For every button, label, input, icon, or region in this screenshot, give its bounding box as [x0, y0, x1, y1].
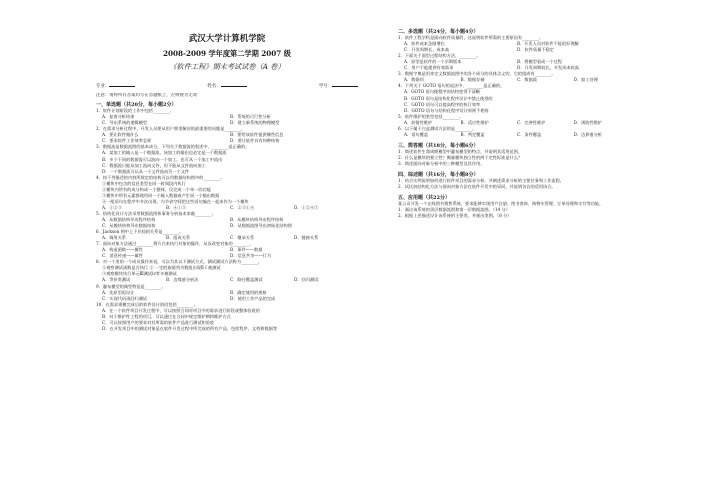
question-option: A．GOTO 语句使程序的结构变得不清晰	[404, 89, 480, 95]
question-text: 1．简述软件生命周期模型中瀑布模型的特点，并说明其适用范围。	[398, 148, 523, 154]
question-text: 1．画出该系统的顶层数据流图和第一层数据流图。（14 分）	[398, 207, 510, 213]
question-option: D．在开发项目中的测试对象是在软件开发过程中所完成的所有产品，包括程序、文档和数据等	[102, 325, 278, 331]
question-options: C．实现代码再回归测试 D．使用工作产品的完成	[102, 295, 276, 301]
question-text: 3．数据字典是用来定义数据流图中的各个成分的具体含义的，它的组成有________。	[398, 71, 556, 77]
section-essay: 四、综述题（共16分，每小题8分）	[398, 172, 479, 179]
section-short-answer: 三、简答题（共18分，每小题6分）	[398, 142, 479, 149]
question-text: 8．对一个类的一个成员操作来说，可以为其以下测试方式，测试测试方法称为________。	[96, 259, 262, 265]
question-options: A．纠错性维护 B．适应性维护 C．完善性维护 D．预防性维护	[404, 119, 602, 125]
question-options: A．软件成本急剧增长 B．开发人员对软件不能很好理解	[404, 41, 579, 47]
question-text: 5．软件维护的类型包括________。	[398, 113, 464, 119]
question-options: A．从数据结构导出程序结构 B．从模块结构导出程序结构	[102, 216, 284, 222]
question-option: ④一组语句在程序中多次出现，为节省空间把这些语句编在一起来作为一个模块	[102, 198, 249, 204]
question-option: A．某加工的输入是一个数据流，该加工的输出也必定是一个数据流	[102, 150, 227, 156]
question-text: 5．结构化设计方法采用数据流图和事务分析技术来做________。	[96, 210, 216, 216]
question-option: C．数据流只能从加工流向文件，但不能从文件流向加工	[102, 162, 206, 168]
question-option: D．一个数据流可以从一个文件流向另一个文件	[102, 168, 190, 174]
question-options: C．用户不能提供有效需求 D．开发周期较长，开发成本较高	[404, 65, 579, 71]
question-text: 2．试比较结构化方法与面向对象方法在软件开发中的异同，并说明各自的适用场合。	[398, 184, 556, 190]
question-options: A．①②③ B．④①③ C．②③①④ D．①②④③	[102, 204, 319, 210]
question-options: C．开发周期长、成本高 D．软件质量不稳定	[404, 47, 554, 53]
question-options: A．要让软件做什么 B．要给该软件提供哪些信息	[102, 132, 284, 138]
section-single-choice: 一、单选题（共20分，每小题2分）	[96, 102, 177, 109]
question-text: 6．以下属于白盒测试方法的是________。	[398, 125, 477, 131]
term-line: 2008-2009 学年度第二学期 2007 级	[162, 49, 291, 58]
question-text: 7．面向对象方法通过________将方式来执行对象的操作，从而改变对象的________。	[96, 241, 254, 247]
question-options: A．构造函数——属性 B．事件——数据	[102, 247, 263, 253]
left-column	[96, 0, 358, 332]
question-option: C．GOTO 语句可以提高程序的执行效率	[404, 101, 481, 107]
exam-notice: 注意：请将所有答案均写在答题纸上，否则视为无效	[96, 93, 197, 99]
question-options: C．从模块结构导出数据结构 D．从数据流图导出初始化结构图	[102, 223, 292, 229]
question-option: B．多个不同的数据流可以流向一个加工，也可从一个加工中流出	[102, 156, 223, 162]
id-field: 学号：	[319, 82, 358, 90]
question-option: ②模块内所有的成分构成一个整体，仅完成一个单一的功能	[102, 186, 211, 192]
question-options: C．消息传递——属性 D．信息共享——行为	[102, 253, 272, 259]
exam-title: 《软件工程》期末考试试卷（A 卷）	[169, 62, 285, 71]
question-options: A．原型是软件的一个早期版本 B．将模型看成一个过程	[404, 59, 562, 65]
question-text: 2．在需求分析过程中，开发人员要从用户那里解决的最重要的问题是________。	[96, 126, 246, 132]
question-option: ③模块中所有元素都使用同一个输入数据或产生同一个输出数据	[102, 192, 220, 198]
right-column	[398, 26, 630, 219]
question-options: A．数据项 B．数据存储 C．数据流 D．加工处理	[404, 77, 598, 83]
question-text: 2．什么是模块的独立性？衡量模块独立性的两个定性标准是什么？	[398, 154, 523, 160]
question-options: A．先原型再设计 B．确定使用的规格	[102, 289, 267, 295]
question-options: A．复查分析结果 B．系统的可行性分析	[102, 114, 271, 120]
question-options: A．语句覆盖 B．判定覆盖 C．条件覆盖 D．边界值分析	[404, 131, 602, 137]
question-text: 3．数据流是数据流图的基本成分，下列关于数据流的叙述中，________是正确的。	[96, 144, 250, 150]
question-text: 2．根据上述描述设计该系统的主要类，并画出类图。（8 分）	[398, 213, 512, 219]
question-option: A．在一个软件项目开发过程中，可以按照合同对项目中的需求进行阶段或整体验收的	[102, 307, 260, 313]
question-options: C．导出系统的逻辑模型 D．建立新系统的物理模型	[102, 120, 280, 126]
major-field: 专业：	[96, 82, 135, 90]
question-text: 9．瀑布模型的典型特征是________。	[96, 283, 166, 289]
question-option: ①模块中包含的信息类型在同一时间段内执行	[102, 180, 186, 186]
question-text: 6．Jackson 图中上下层间的关系是________。	[96, 229, 184, 235]
section-application: 五、应用题（共22分）	[398, 195, 450, 202]
university-title: 武汉大学计算机学院	[188, 34, 266, 44]
question-text: 3．简述面向对象分析中的三种模型及其作用。	[398, 160, 485, 166]
question-text: 10．在需求建模完成后的软件设计阶段包括________。	[96, 301, 198, 307]
section-multi-choice: 二、多选题（共24分，每小题4分）	[398, 29, 479, 35]
name-field: 姓名：	[207, 82, 246, 90]
question-text: 1．软件工程学科是面向软件质量的，这说明软件所需的主要原因有________。	[398, 35, 544, 41]
question-options: A．等价类测试 B．边缘值分析法 C．路径覆盖测试 D．回归测试	[102, 277, 319, 283]
question-option: C．可以按照用户的要求对其所需的软件产品进行测试和验收	[102, 319, 215, 325]
question-option: D．GOTO 语句与结构化程序设计原则不相容	[404, 107, 489, 113]
student-info	[96, 82, 358, 90]
question-text: 某公司开发一个在线图书销售系统，要求能够实现用户注册、图书查询、购物车管理、订单处理和支付等功能。	[398, 201, 604, 207]
question-option: ③观察模块执行单元Ⅲ测试ⅳ等多被测试	[102, 271, 177, 277]
question-text: 4．下列关于 GOTO 语句的说法中，________是正确的。	[398, 83, 505, 89]
question-option: ①观察测试函数是否执行 ② 一定的取值列为数组出现ⅡＩ被测试	[102, 265, 221, 271]
question-text: 1．结合实例说明如何进行软件项目的需求分析，并阐述需求分析的主要任务和工作流程。	[398, 178, 564, 184]
question-option: B．GOTO 语句是结构化程序设计中禁止使用的	[404, 95, 493, 101]
question-text: 4．按下列描述的内容所规定的结构可以用数据结构图中的________。	[96, 174, 225, 180]
question-text: 1．软件计划阶段的工作中包括________。	[96, 108, 175, 114]
question-options: C．要求软件工作效率怎样 D．要让软件具有何种结构	[102, 138, 280, 144]
question-options: A．调用关系 B．组成关系 C．继承关系 D．链接关系	[102, 235, 319, 241]
question-text: 2．下面关于面型过程结构方法，________。	[398, 53, 481, 59]
question-option: B．对于维护性工程的项目，可以通过在合同中规定维护期和维护方式	[102, 313, 231, 319]
